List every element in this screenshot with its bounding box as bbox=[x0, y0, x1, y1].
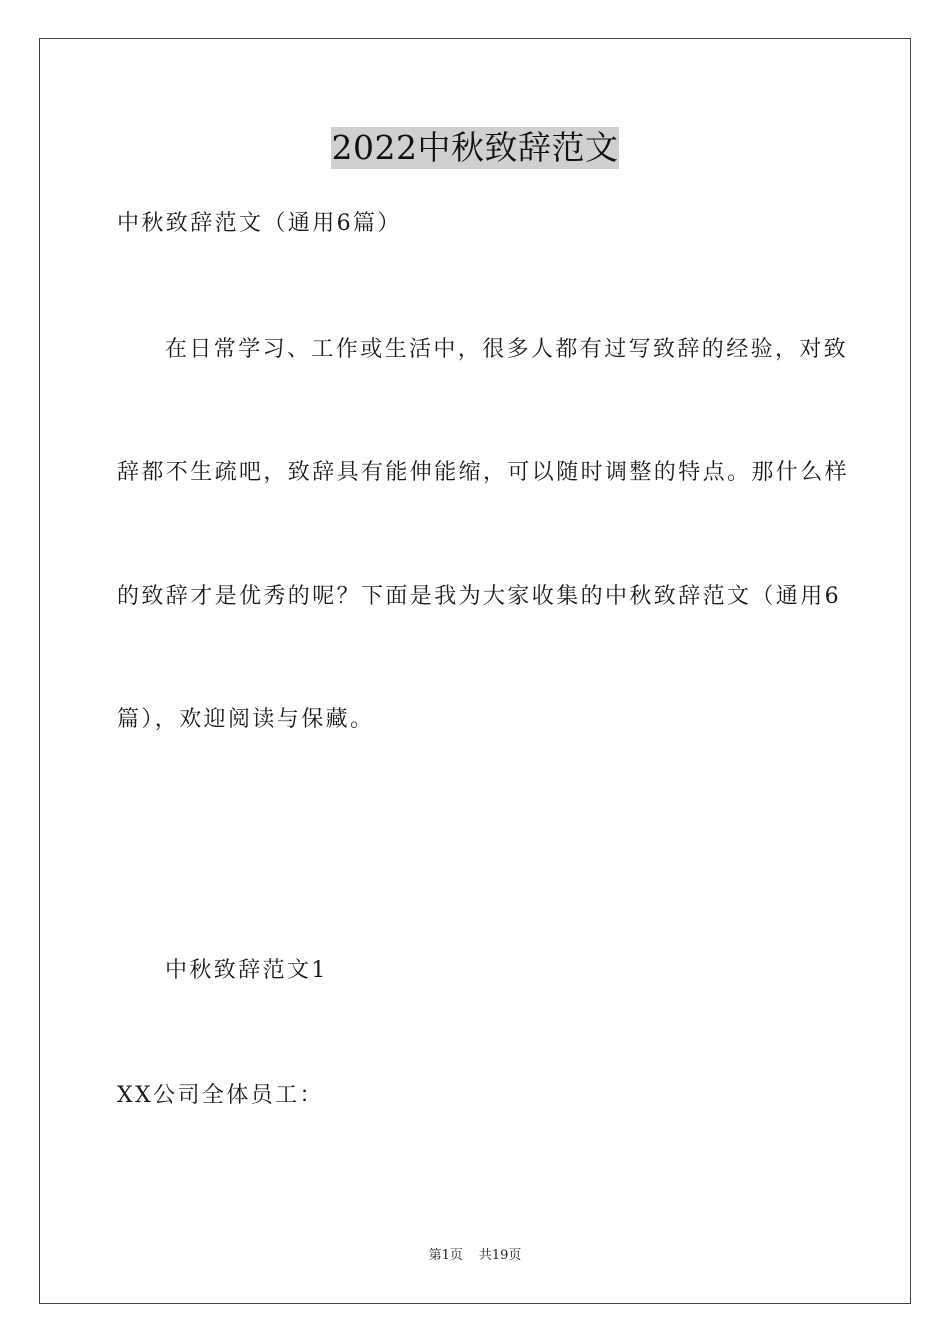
intro-line-1: 在日常学习、工作或生活中，很多人都有过写致辞的经验，对致 bbox=[165, 337, 849, 362]
section-heading: 中秋致辞范文1 bbox=[165, 958, 328, 983]
intro-line-4: 篇），欢迎阅读与保藏。 bbox=[117, 707, 375, 732]
title-container bbox=[0, 127, 950, 169]
document-title: 2022中秋致辞范文 bbox=[331, 128, 619, 167]
intro-line-2: 辞都不生疏吧，致辞具有能伸能缩，可以随时调整的特点。那什么样 bbox=[117, 460, 850, 485]
page-footer bbox=[0, 1247, 950, 1265]
salutation: XX公司全体员工： bbox=[117, 1083, 324, 1108]
intro-line-3: 的致辞才是优秀的呢？下面是我为大家收集的中秋致辞范文（通用6 bbox=[117, 584, 841, 609]
page-total: 共19页 bbox=[478, 1248, 522, 1263]
document-subtitle: 中秋致辞范文（通用6篇） bbox=[117, 211, 402, 236]
page-number: 第1页 bbox=[428, 1248, 463, 1263]
